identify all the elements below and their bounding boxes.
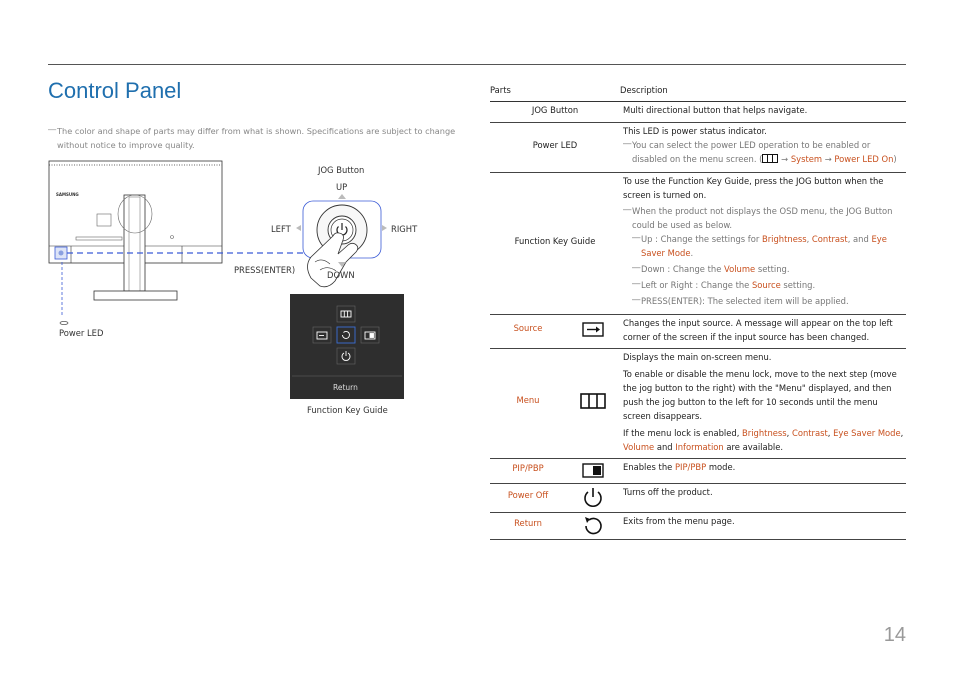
- table-row-jog: [490, 102, 906, 123]
- fkg-down: ― Down : Change the Volume setting.: [632, 262, 790, 274]
- table-row-source: [490, 315, 906, 349]
- parts-table: [490, 82, 906, 540]
- led-sub-note: ― You can select the power LED operation to be enabled or disabled on the menu screen. ( → System → Power LED On): [623, 138, 897, 164]
- page-title: Control Panel: [48, 78, 182, 103]
- page-number: 14: [883, 624, 906, 646]
- desc-power-led: [623, 124, 906, 166]
- monitor-stand-neck: [124, 195, 145, 291]
- part-menu: Menu: [516, 395, 540, 405]
- fkg-up: ― Up : Change the settings for Brightness, Contrast, and Eye Saver Mode.: [632, 232, 887, 258]
- header-parts: Parts: [490, 85, 511, 95]
- part-jog: JOG Button: [531, 105, 579, 115]
- desc-menu: [623, 350, 906, 454]
- return-icon: [578, 514, 608, 538]
- part-power-off: Power Off: [507, 490, 549, 500]
- part-function-key-guide: Function Key Guide: [514, 236, 596, 246]
- right-label: RIGHT: [391, 224, 418, 234]
- down-label: DOWN: [327, 270, 355, 280]
- jog-button-label: JOG Button: [318, 165, 365, 175]
- table-row-function-key-guide: [490, 173, 906, 315]
- function-key-guide-caption: Function Key Guide: [307, 405, 388, 415]
- power-led-label: Power LED: [59, 328, 104, 338]
- logo-text: SAMSUNG: [56, 192, 79, 197]
- led-desc-main: This LED is power status indicator.: [623, 126, 767, 136]
- part-return: Return: [514, 518, 542, 528]
- part-power-led: Power LED: [532, 140, 578, 150]
- desc-pip: Enables the PIP/PBP mode.: [623, 462, 736, 472]
- monitor-diagram: [0, 0, 480, 420]
- note-dash: ―: [48, 124, 57, 134]
- source-icon: [578, 320, 608, 340]
- table-row-return: [490, 513, 906, 540]
- desc-source: Changes the input source. A message will appear on the top left corner of the screen if the input source has been changed.: [623, 318, 893, 342]
- part-source: Source: [513, 323, 543, 333]
- desc-return: Exits from the menu page.: [623, 516, 735, 526]
- press-enter-label: PRESS(ENTER): [234, 265, 296, 275]
- table-row-power-off: [490, 484, 906, 513]
- menu-desc-3: If the menu lock is enabled, Brightness, Contrast, Eye Saver Mode, Volume and Information are available.: [623, 428, 904, 452]
- menu-icon: [578, 391, 608, 411]
- menu-desc-1: Displays the main on-screen menu.: [623, 352, 772, 362]
- pip-icon: [578, 461, 608, 481]
- menu-desc-2: To enable or disable the menu lock, move to the next step (move the jog button to the right) with the "Menu" displayed, and then push the jog button to the left for 10 seconds until the menu screen disappears.: [623, 369, 897, 421]
- power-off-icon: [578, 486, 608, 510]
- fkg-press: ― PRESS(ENTER): The selected item will be applied.: [632, 294, 849, 306]
- desc-power-off: Turns off the product.: [623, 487, 713, 497]
- desc-function-key-guide: [623, 174, 906, 308]
- header-description: Description: [620, 85, 668, 95]
- menu-icon: [762, 154, 778, 163]
- desc-jog: Multi directional button that helps navigate.: [623, 105, 808, 115]
- table-row-pip: [490, 459, 906, 484]
- fkg-desc-main: To use the Function Key Guide, press the JOG button when the screen is turned on.: [623, 176, 884, 200]
- table-row-menu: [490, 349, 906, 459]
- part-pip: PIP/PBP: [512, 463, 544, 473]
- monitor-stand-base: [94, 291, 177, 300]
- left-label: LEFT: [271, 224, 291, 234]
- fkg-left-right: ― Left or Right : Change the Source setting.: [632, 278, 816, 290]
- guide-return-label: Return: [333, 383, 358, 392]
- note-text: The color and shape of parts may differ from what is shown. Specifications are subject to change without notice to improve quality.: [57, 126, 456, 150]
- table-header: [490, 82, 906, 102]
- fkg-sub-note: ― When the product not displays the OSD menu, the JOG Button could be used as below.: [623, 204, 893, 230]
- up-label: UP: [336, 182, 348, 192]
- table-row-power-led: [490, 123, 906, 173]
